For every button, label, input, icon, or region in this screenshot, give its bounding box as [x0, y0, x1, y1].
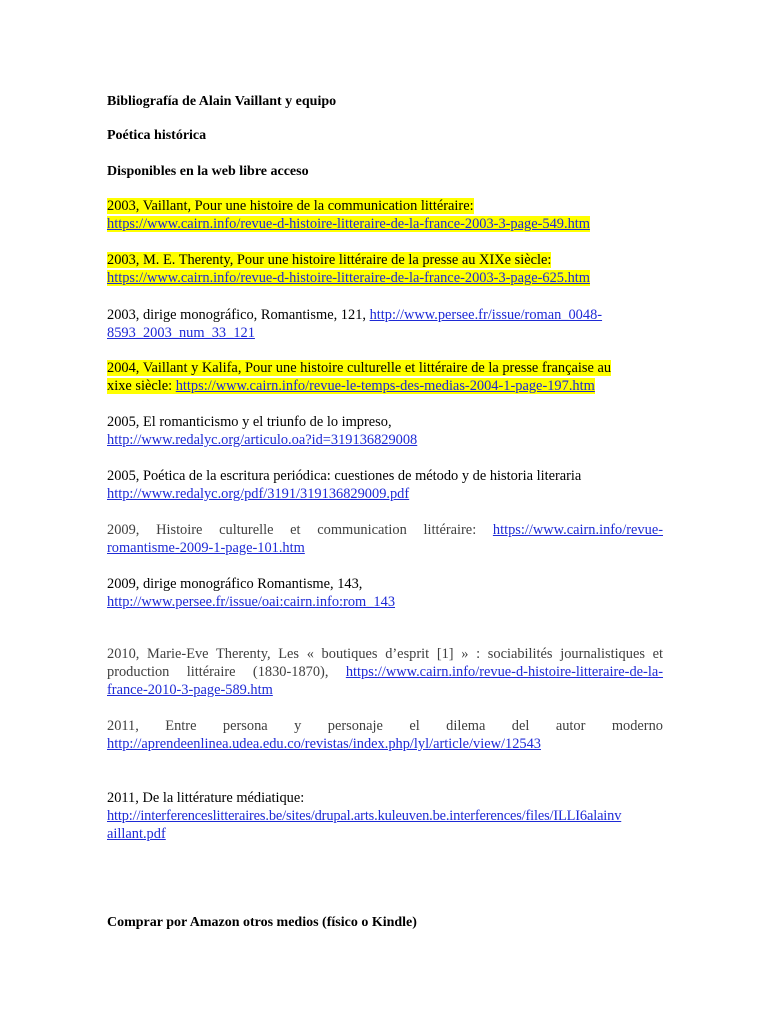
entry-link-continuation[interactable]: 8593_2003_num_33_121	[107, 325, 255, 341]
entry-link[interactable]: https://www.cairn.info/revue-d-histoire-litteraire-de-la-	[345, 664, 663, 680]
entry-link-continuation[interactable]: aillant.pdf	[107, 826, 166, 842]
entry-text: production littéraire (1830-1870),	[107, 664, 346, 680]
bibliography-entry	[107, 251, 663, 287]
entry-link[interactable]: http://interferenceslitteraires.be/sites/drupal.arts.kuleuven.be.interferences/files/ILLI6alainv	[107, 808, 622, 824]
bibliography-entry	[107, 306, 663, 342]
entry-text: xixe siècle:	[107, 378, 176, 394]
entry-text: 2003, M. E. Therenty, Pour une histoire littéraire de la presse au XIXe siècle:	[107, 252, 552, 268]
entry-link[interactable]: http://www.redalyc.org/articulo.oa?id=319136829008	[107, 432, 418, 448]
bibliography-entry	[107, 645, 663, 699]
purchase-heading: Comprar por Amazon otros medios (físico o Kindle)	[107, 915, 417, 930]
entry-link[interactable]: https://www.cairn.info/revue-d-histoire-litteraire-de-la-france-2003-3-page-625.htm	[107, 270, 590, 286]
bibliography-entry	[107, 359, 663, 395]
entry-text: 2010, Marie-Eve Therenty, Les « boutiques d’esprit [1] » : sociabilités journalistiques et	[107, 646, 663, 662]
entry-link-continuation[interactable]: romantisme-2009-1-page-101.htm	[107, 540, 305, 556]
bibliography-entry	[107, 467, 663, 503]
entry-link[interactable]: http://www.persee.fr/issue/oai:cairn.info:rom_143	[107, 594, 396, 610]
entry-text: 2004, Vaillant y Kalifa, Pour une histoire culturelle et littéraire de la presse française au	[107, 360, 612, 376]
entry-text: 2005, El romanticismo y el triunfo de lo impreso,	[107, 414, 392, 430]
entry-text: 2005, Poética de la escritura periódica: cuestiones de método y de historia literaria	[107, 468, 582, 484]
section-heading: Disponibles en la web libre acceso	[107, 164, 309, 179]
bibliography-entry	[107, 575, 663, 611]
entry-link[interactable]: http://aprendeenlinea.udea.edu.co/revistas/index.php/lyl/article/view/12543	[107, 736, 541, 752]
bibliography-entry	[107, 413, 663, 449]
bibliography-entry	[107, 789, 663, 843]
bibliography-entry	[107, 521, 663, 557]
entry-link[interactable]: https://www.cairn.info/revue-	[492, 522, 663, 538]
entry-link[interactable]: http://www.redalyc.org/pdf/3191/319136829009.pdf	[107, 486, 410, 502]
entry-text: 2009, dirige monográfico Romantisme, 143,	[107, 576, 363, 592]
entry-text: 2011, Entre persona y personaje el dilema del autor moderno	[107, 718, 663, 734]
bibliography-entry	[107, 717, 663, 753]
entry-link[interactable]: https://www.cairn.info/revue-d-histoire-litteraire-de-la-france-2003-3-page-549.htm	[107, 216, 590, 232]
bibliography-entry	[107, 197, 663, 233]
entry-link[interactable]: https://www.cairn.info/revue-le-temps-des-medias-2004-1-page-197.htm	[175, 378, 595, 394]
entry-text: 2009, Histoire culturelle et communication littéraire:	[107, 522, 493, 538]
entry-text: 2003, Vaillant, Pour une histoire de la communication littéraire:	[107, 198, 474, 214]
document-title: Bibliografía de Alain Vaillant y equipo	[107, 94, 337, 109]
entry-link[interactable]: http://www.persee.fr/issue/roman_0048-	[369, 307, 603, 323]
section-subtitle: Poética histórica	[107, 128, 207, 143]
entry-text: 2003, dirige monográfico, Romantisme, 121,	[107, 307, 370, 323]
entry-link-continuation[interactable]: france-2010-3-page-589.htm	[107, 682, 273, 698]
entry-text: 2011, De la littérature médiatique:	[107, 790, 305, 806]
